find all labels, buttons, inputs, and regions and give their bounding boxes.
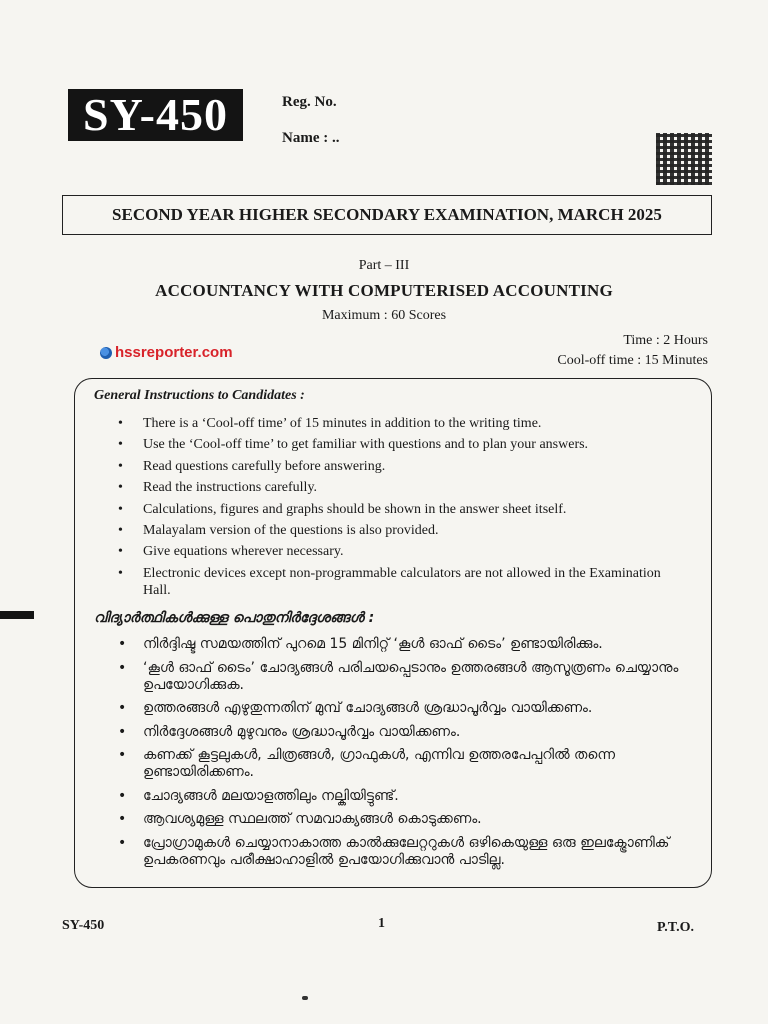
watermark [100, 344, 233, 361]
malayalam-instructions-heading: വിദ്യാർത്ഥികൾക്കുള്ള പൊതുനിർദ്ദേശങ്ങൾ : [94, 610, 375, 626]
list-item: • There is a ‘Cool-off time’ of 15 minutes in addition to the writing time. [116, 415, 686, 432]
watermark-text: hssreporter.com [115, 344, 233, 361]
instructions-list [116, 415, 686, 603]
qr-code-icon [656, 133, 712, 185]
maximum-scores: Maximum : 60 Scores [321, 308, 447, 323]
time-label: Time : 2 Hours [623, 333, 708, 348]
malayalam-instructions-list [116, 636, 682, 875]
pto-label: P.T.O. [657, 920, 694, 935]
instructions-heading: General Instructions to Candidates : [94, 388, 305, 403]
list-item: • പ്രോഗ്രാമുകൾ ചെയ്യാനാകാത്ത കാൽക്കുലേറ്ററുകൾ ഒഴികെയുള്ള ഒരു ഇലക്ട്രോണിക് ഉപകരണവും പരീക്ഷാഹാളിൽ ഉപയോഗിക്കുവാൻ പാടില്ല. [116, 835, 682, 869]
paper-code-badge: SY-450 [68, 89, 243, 141]
cool-off-label: Cool-off time : 15 Minutes [557, 353, 708, 368]
watermark-logo-icon [100, 347, 112, 359]
list-item: • ഉത്തരങ്ങൾ എഴുതുന്നതിന് മുമ്പ് ചോദ്യങ്ങൾ ശ്രദ്ധാപൂർവ്വം വായിക്കണം. [116, 700, 682, 717]
list-item: • ആവശ്യമുള്ള സ്ഥലത്ത് സമവാക്യങ്ങൾ കൊടുക്കണം. [116, 811, 682, 828]
name-label: Name : .. [282, 130, 340, 146]
list-item: • Use the ‘Cool-off time’ to get familiar with questions and to plan your answers. [116, 436, 686, 453]
list-item: • Read the instructions carefully. [116, 479, 686, 496]
list-item: • Electronic devices except non-programmable calculators are not allowed in the Examination Hall. [116, 565, 686, 599]
footer-paper-code: SY-450 [62, 918, 105, 933]
list-item: • നിർദ്ദിഷ്ട സമയത്തിന് പുറമെ 15 മിനിറ്റ് ‘കൂൾ ഓഫ് ടൈം’ ഉണ്ടായിരിക്കും. [116, 636, 682, 653]
exam-title: SECOND YEAR HIGHER SECONDARY EXAMINATION, MARCH 2025 [62, 195, 712, 235]
list-item: • കണക്ക് കൂട്ടലുകൾ, ചിത്രങ്ങൾ, ഗ്രാഫുകൾ, എന്നിവ ഉത്തരപേപ്പറിൽ തന്നെ ഉണ്ടായിരിക്കണം. [116, 747, 682, 781]
subject-title: ACCOUNTANCY WITH COMPUTERISED ACCOUNTING [155, 281, 613, 300]
list-item: • Give equations wherever necessary. [116, 543, 686, 560]
page-number: 1 [378, 916, 385, 931]
list-item: • ‘കൂൾ ഓഫ് ടൈം’ ചോദ്യങ്ങൾ പരിചയപ്പെടാനും ഉത്തരങ്ങൾ ആസൂത്രണം ചെയ്യാനും ഉപയോഗിക്കുക. [116, 660, 682, 694]
list-item: • Malayalam version of the questions is also provided. [116, 522, 686, 539]
margin-mark [0, 611, 34, 619]
part-label: Part – III [358, 258, 410, 273]
list-item: • ചോദ്യങ്ങൾ മലയാളത്തിലും നല്കിയിട്ടുണ്ട്. [116, 788, 682, 805]
scan-speck [302, 996, 308, 1000]
list-item: • Calculations, figures and graphs should be shown in the answer sheet itself. [116, 501, 686, 518]
list-item: • നിർദ്ദേശങ്ങൾ മുഴുവനും ശ്രദ്ധാപൂർവ്വം വായിക്കണം. [116, 724, 682, 741]
list-item: • Read questions carefully before answering. [116, 458, 686, 475]
reg-no-label: Reg. No. [282, 94, 337, 110]
